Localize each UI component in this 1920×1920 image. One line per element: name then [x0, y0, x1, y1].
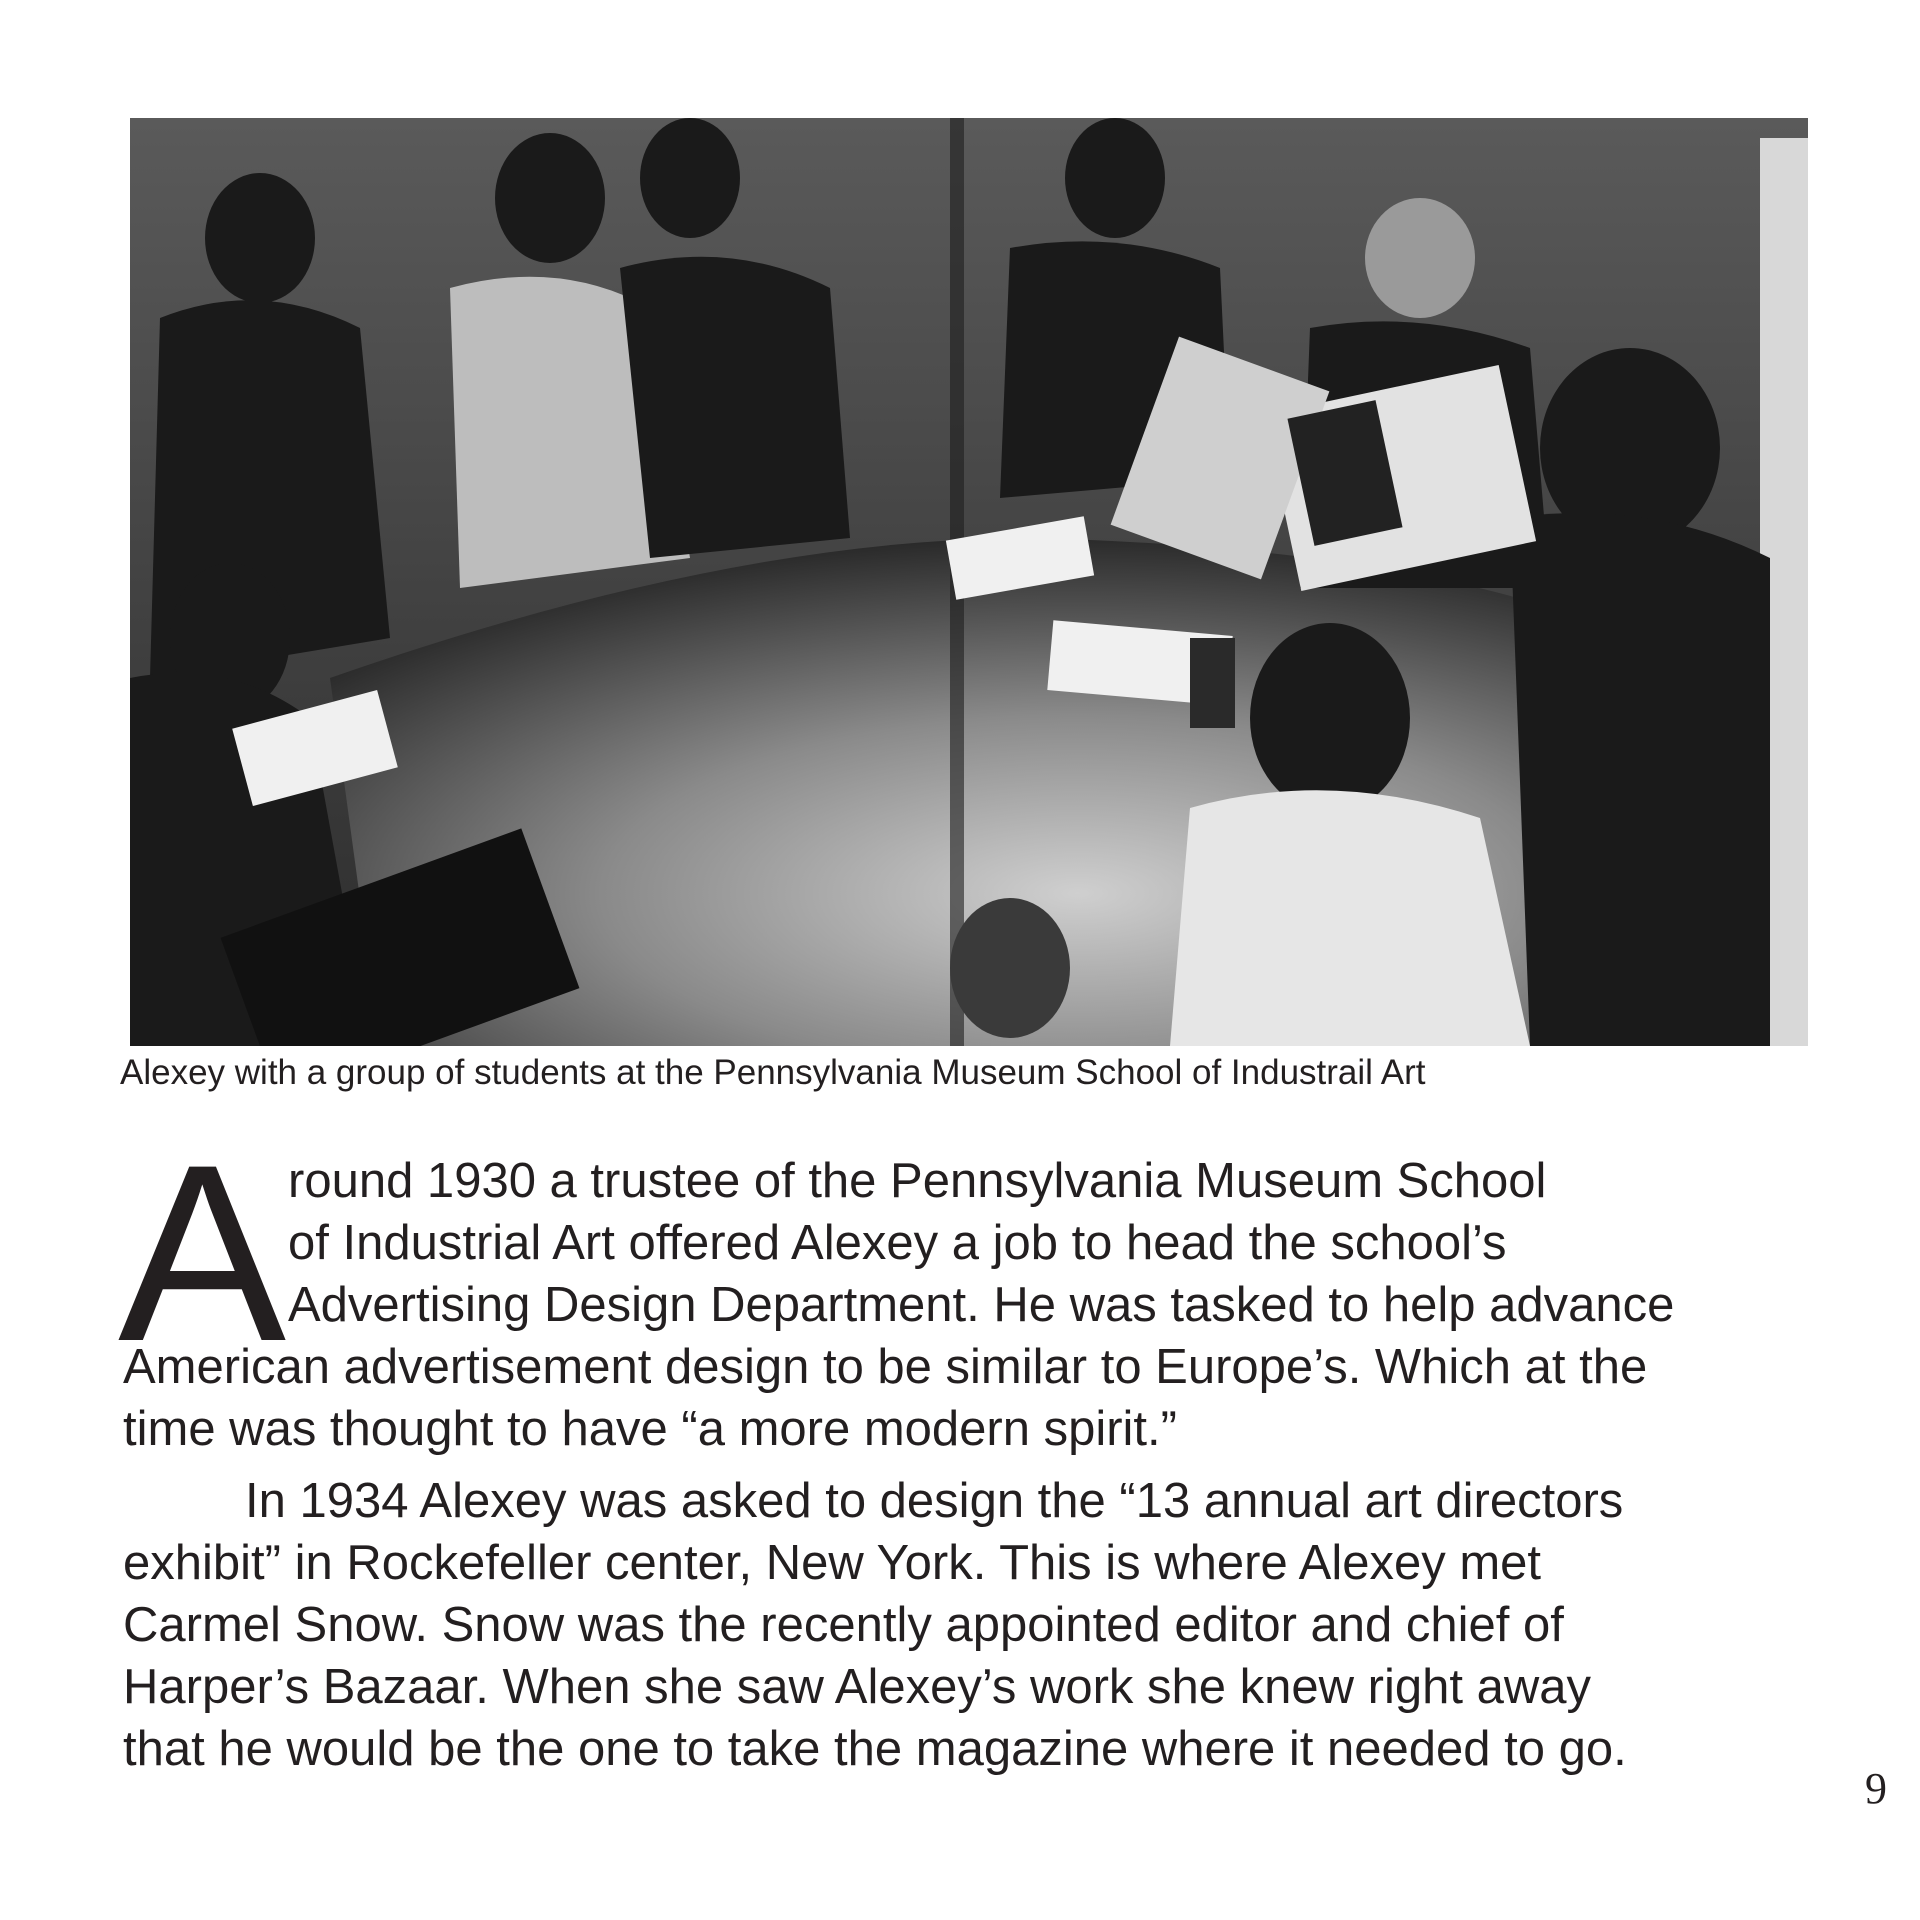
page-number: 9 — [1865, 1764, 1887, 1813]
photo-image — [130, 118, 1808, 1046]
body-line-9: Harper’s Bazaar. When she saw Alexey’s work she knew right away — [123, 1660, 1591, 1714]
body-line-5: time was thought to have “a more modern spirit.” — [123, 1402, 1177, 1456]
body-line-8: Carmel Snow. Snow was the recently appointed editor and chief of — [123, 1598, 1564, 1652]
drop-cap: A — [118, 1113, 287, 1394]
students-photo — [130, 118, 1808, 1046]
body-line-6: In 1934 Alexey was asked to design the “13 annual art directors — [245, 1474, 1624, 1528]
body-line-4: American advertisement design to be similar to Europe’s. Which at the — [123, 1340, 1648, 1394]
body-line-10: that he would be the one to take the magazine where it needed to go. — [123, 1722, 1627, 1776]
body-line-2: of Industrial Art offered Alexey a job to head the school’s — [288, 1216, 1507, 1270]
photo-caption: Alexey with a group of students at the Pennsylvania Museum School of Industrail Art — [120, 1053, 1426, 1092]
body-line-1: round 1930 a trustee of the Pennsylvania Museum School — [288, 1154, 1547, 1208]
body-line-7: exhibit” in Rockefeller center, New York. This is where Alexey met — [123, 1536, 1542, 1590]
body-line-3: Advertising Design Department. He was tasked to help advance — [288, 1278, 1675, 1332]
